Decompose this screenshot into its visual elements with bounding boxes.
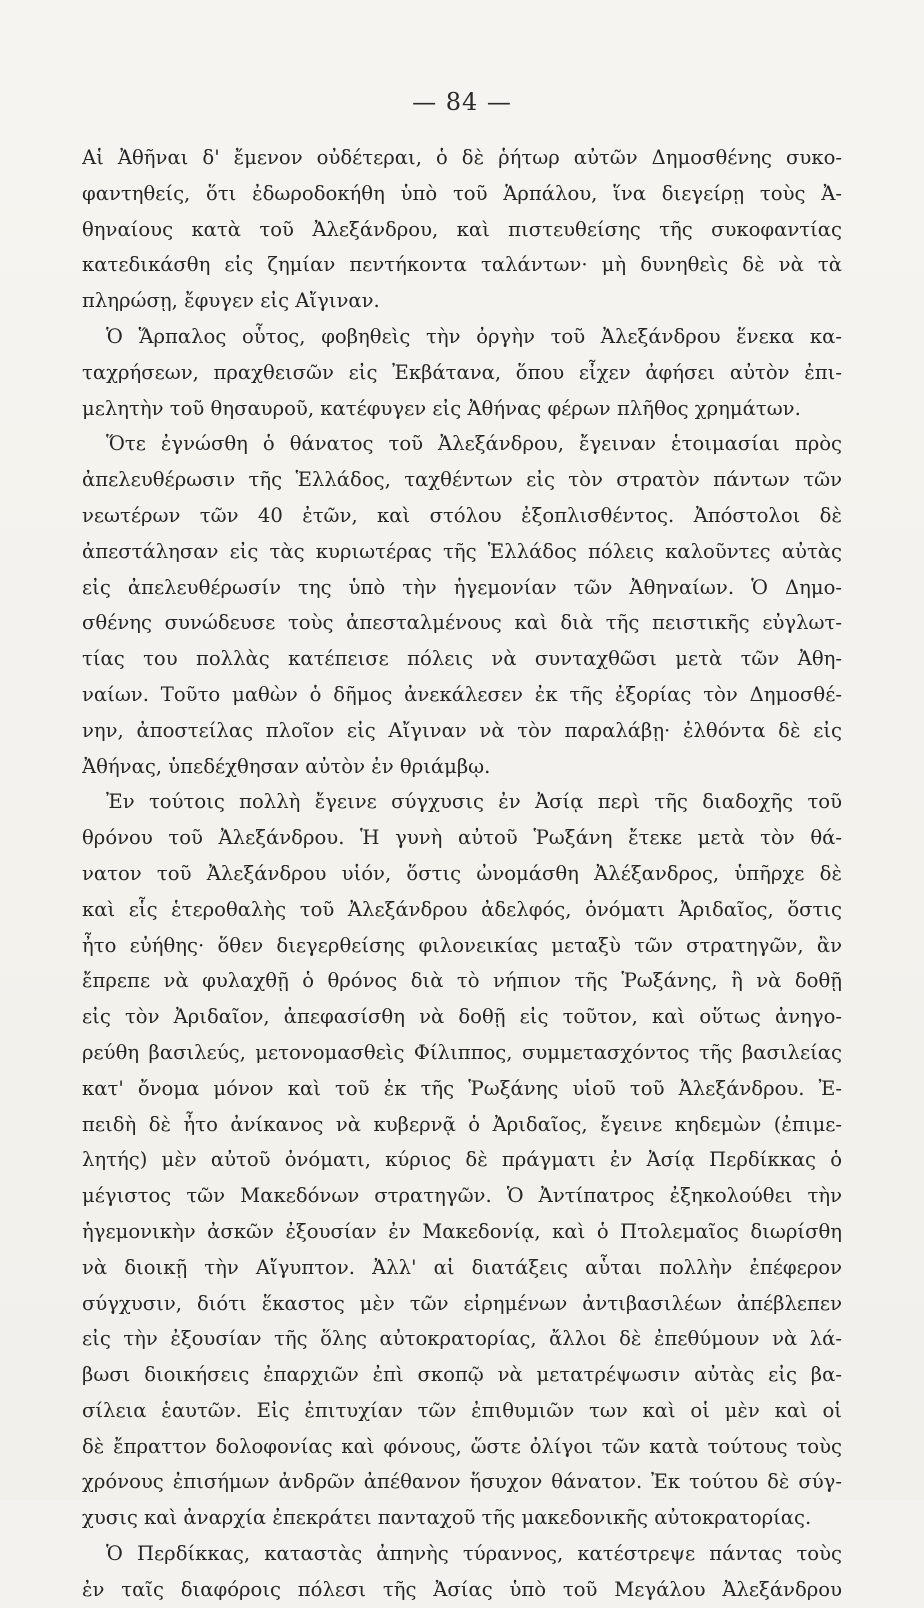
text-line: νατον τοῦ Ἀλεξάνδρου υἱόν, ὅστις ὠνομάσθη Ἀλέξανδρος, ὑπῆρχε δὲ	[82, 861, 842, 885]
text-line: πληρώσῃ, ἔφυγεν εἰς Αἴγιναν.	[82, 289, 380, 313]
text-line: εἰς ἀπελευθέρωσίν της ὑπὸ τὴν ἡγεμονίαν τῶν Ἀθηναίων. Ὁ Δημο-	[82, 575, 842, 599]
text-line: μελητὴν τοῦ θησαυροῦ, κατέφυγεν εἰς Ἀθήνας φέρων πλῆθος χρημάτων.	[82, 396, 801, 420]
text-line: θηναίους κατὰ τοῦ Ἀλεξάνδρου, καὶ πιστευθείσης τῆς συκοφαντίας	[82, 217, 842, 241]
text-line: ἡγεμονικὴν ἀσκῶν ἐξουσίαν ἐν Μακεδονίᾳ, καὶ ὁ Πτολεμαῖος διωρίσθη	[82, 1219, 842, 1243]
text-line: Ὅτε ἐγνώσθη ὁ θάνατος τοῦ Ἀλεξάνδρου, ἔγειναν ἑτοιμασίαι πρὸς	[106, 432, 842, 456]
text-line: κατεδικάσθη εἰς ζημίαν πεντήκοντα ταλάντων· μὴ δυνηθεὶς δὲ νὰ τὰ	[82, 253, 842, 277]
text-line: ἦτο εὐήθης· ὅθεν διεγερθείσης φιλονεικίας μεταξὺ τῶν στρατηγῶν, ἂν	[82, 933, 842, 957]
text-line: Αἱ Ἀθῆναι δ' ἔμενον οὐδέτεραι, ὁ δὲ ῥήτωρ αὐτῶν Δημοσθένης συκο-	[82, 146, 842, 169]
text-line: δὲ ἔπραττον δολοφονίας καὶ φόνους, ὥστε ὀλίγοι τῶν κατὰ τούτους τοὺς	[82, 1434, 842, 1458]
text-line: βωσι διοικήσεις ἐπαρχιῶν ἐπὶ σκοπῷ νὰ μετατρέψωσιν αὐτὰς εἰς βα-	[82, 1363, 842, 1387]
text-line: καὶ εἷς ἑτεροθαλὴς τοῦ Ἀλεξάνδρου ἀδελφός, ὀνόματι Ἀριδαῖος, ὅστις	[82, 897, 842, 921]
text-line: εἰς τὴν ἐξουσίαν τῆς ὅλης αὐτοκρατορίας, ἄλλοι δὲ ἐπεθύμουν νὰ λά-	[82, 1327, 842, 1351]
text-line: λητής) μὲν αὐτοῦ ὀνόματι, κύριος δὲ πράγματι ἐν Ἀσίᾳ Περδίκκας ὁ	[82, 1148, 842, 1172]
text-line: θρόνου τοῦ Ἀλεξάνδρου. Ἡ γυνὴ αὐτοῦ Ῥωξάνη ἔτεκε μετὰ τὸν θά-	[82, 826, 842, 850]
text-line: Ἐν τούτοις πολλὴ ἔγεινε σύγχυσις ἐν Ἀσίᾳ περὶ τῆς διαδοχῆς τοῦ	[106, 790, 842, 814]
text-line: σίλεια ἑαυτῶν. Εἰς ἐπιτυχίαν τῶν ἐπιθυμιῶν των καὶ οἱ μὲν καὶ οἱ	[82, 1398, 842, 1422]
text-line: μέγιστος τῶν Μακεδόνων στρατηγῶν. Ὁ Ἀντίπατρος ἐξηκολούθει τὴν	[82, 1184, 842, 1208]
page-number: — 84 —	[412, 88, 512, 116]
text-line: Ὁ Περδίκκας, καταστὰς ἀπηνὴς τύραννος, κατέστρεψε πάντας τοὺς	[106, 1542, 842, 1566]
text-line: σύγχυσιν, διότι ἕκαστος μὲν τῶν εἰρημένων ἀντιβασιλέων ἀπέβλεπεν	[82, 1291, 842, 1315]
text-line: ναίων. Τοῦτο μαθὼν ὁ δῆμος ἀνεκάλεσεν ἐκ τῆς ἐξορίας τὸν Δημοσθέ-	[82, 682, 842, 706]
text-line: Ἀθήνας, ὑπεδέχθησαν αὐτὸν ἐν θριάμβῳ.	[82, 754, 491, 778]
text-line: ταχρήσεων, πραχθεισῶν εἰς Ἐκβάτανα, ὅπου εἶχεν ἀφήσει αὐτὸν ἐπι-	[82, 360, 842, 384]
text-line: σθένης συνώδευσε τοὺς ἀπεσταλμένους καὶ διὰ τῆς πειστικῆς εὐγλωτ-	[82, 611, 842, 635]
text-line: τίας του πολλὰς κατέπεισε πόλεις νὰ συνταχθῶσι μετὰ τῶν Ἀθη-	[82, 647, 842, 671]
text-line: χρόνους ἐπισήμων ἀνδρῶν ἀπέθανον ἥσυχον θάνατον. Ἐκ τούτου δὲ σύγ-	[82, 1470, 842, 1494]
text-line: Ὁ Ἅρπαλος οὗτος, φοβηθεὶς τὴν ὀργὴν τοῦ Ἀλεξάνδρου ἕνεκα κα-	[106, 324, 842, 348]
text-line: φαντηθείς, ὅτι ἐδωροδοκήθη ὑπὸ τοῦ Ἁρπάλου, ἵνα διεγείρῃ τοὺς Ἀ-	[82, 181, 842, 205]
text-line: πειδὴ δὲ ἦτο ἀνίκανος νὰ κυβερνᾷ ὁ Ἀριδαῖος, ἔγεινε κηδεμὼν (ἐπιμε-	[82, 1112, 842, 1136]
text-line: νην, ἀποστείλας πλοῖον εἰς Αἴγιναν νὰ τὸν παραλάβῃ· ἐλθόντα δὲ εἰς	[82, 718, 842, 742]
text-line: νὰ διοικῇ τὴν Αἴγυπτον. Ἀλλ' αἱ διατάξεις αὗται πολλὴν ἐπέφερον	[82, 1255, 842, 1279]
text-line: ρεύθη βασιλεύς, μετονομασθεὶς Φίλιππος, συμμετασχόντος τῆς βασιλείας	[82, 1040, 842, 1064]
text-line: ἐν ταῖς διαφόροις πόλεσι τῆς Ἀσίας ὑπὸ τοῦ Μεγάλου Ἀλεξάνδρου	[82, 1577, 842, 1601]
text-line: χυσις καὶ ἀναρχία ἐπεκράτει πανταχοῦ τῆς μακεδονικῆς αὐτοκρατορίας.	[82, 1506, 812, 1530]
text-line: ἀπελευθέρωσιν τῆς Ἑλλάδος, ταχθέντων εἰς τὸν στρατὸν πάντων τῶν	[82, 468, 842, 492]
text-line: νεωτέρων τῶν 40 ἐτῶν, καὶ στόλου ἐξοπλισθέντος. Ἀπόστολοι δὲ	[82, 503, 842, 527]
text-line: εἰς τὸν Ἀριδαῖον, ἀπεφασίσθη νὰ δοθῇ εἰς τοῦτον, καὶ οὕτως ἀνηγο-	[82, 1005, 842, 1029]
body-text	[82, 140, 842, 1608]
text-line: ἀπεστάλησαν εἰς τὰς κυριωτέρας τῆς Ἑλλάδος πόλεις καλοῦντες αὐτὰς	[82, 539, 842, 563]
text-line: ἔπρεπε νὰ φυλαχθῇ ὁ θρόνος διὰ τὸ νήπιον τῆς Ῥωξάνης, ἢ νὰ δοθῇ	[82, 969, 842, 993]
text-line: κατ' ὄνομα μόνον καὶ τοῦ ἐκ τῆς Ῥωξάνης υἱοῦ τοῦ Ἀλεξάνδρου. Ἐ-	[82, 1076, 842, 1100]
